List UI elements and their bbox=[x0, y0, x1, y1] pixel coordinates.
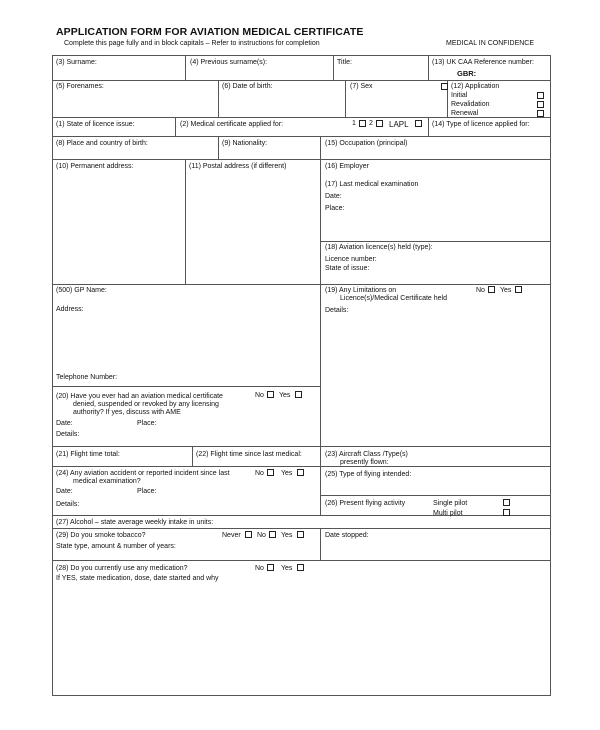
smoke-details-label: State type, amount & number of years: bbox=[56, 543, 176, 550]
smoke-never-checkbox[interactable] bbox=[245, 531, 252, 538]
renewal-label: Renewal bbox=[451, 110, 479, 117]
single-pilot-label: Single pilot bbox=[433, 500, 468, 507]
licence-type-label: (14) Type of licence applied for: bbox=[432, 121, 530, 128]
row-divider bbox=[52, 466, 551, 467]
smoke-label: (29) Do you smoke tobacco? bbox=[56, 532, 146, 539]
postal-address-label: (11) Postal address (if different) bbox=[189, 163, 287, 170]
place-of-birth-label: (8) Place and country of birth: bbox=[56, 140, 148, 147]
medication-no-label: No bbox=[255, 565, 264, 572]
column-divider bbox=[320, 528, 321, 560]
multi-pilot-label: Multi pilot bbox=[433, 510, 463, 517]
row-divider bbox=[52, 159, 551, 160]
row-divider bbox=[52, 386, 320, 387]
column-divider bbox=[320, 446, 321, 466]
q24-details-label: Details: bbox=[56, 501, 80, 508]
column-divider bbox=[185, 159, 186, 284]
alcohol-label: (27) Alcohol – state average weekly intake in units: bbox=[56, 519, 214, 526]
exam-place-label: Place: bbox=[325, 205, 345, 212]
gp-address-label: Address: bbox=[56, 306, 84, 313]
q20-no-checkbox[interactable] bbox=[267, 391, 274, 398]
flight-time-since-label: (22) Flight time since last medical: bbox=[196, 451, 302, 458]
medical-certificate-label: (2) Medical certificate applied for: bbox=[180, 121, 284, 128]
present-flying-label: (26) Present flying activity bbox=[325, 500, 406, 507]
application-label: (12) Application bbox=[451, 83, 500, 90]
medication-yes-checkbox[interactable] bbox=[297, 564, 304, 571]
column-divider bbox=[320, 466, 321, 515]
medication-yes-label: Yes bbox=[281, 565, 293, 572]
revalidation-label: Revalidation bbox=[451, 101, 490, 108]
row-divider bbox=[52, 80, 551, 81]
revalidation-checkbox[interactable] bbox=[537, 101, 544, 108]
last-exam-label: (17) Last medical examination bbox=[325, 181, 419, 188]
flying-intended-label: (25) Type of flying intended: bbox=[325, 471, 412, 478]
date-stopped-label: Date stopped: bbox=[325, 532, 369, 539]
sex-label: (7) Sex bbox=[350, 83, 373, 90]
row-divider bbox=[52, 528, 551, 529]
row-divider bbox=[52, 560, 551, 561]
telephone-label: Telephone Number: bbox=[56, 374, 118, 381]
surname-label: (3) Surname: bbox=[56, 59, 97, 66]
single-pilot-checkbox[interactable] bbox=[503, 499, 510, 506]
column-divider bbox=[333, 55, 334, 80]
confidential-label: MEDICAL IN CONFIDENCE bbox=[446, 40, 535, 47]
state-of-issue-label: State of issue: bbox=[325, 265, 370, 272]
limitations-label-2: Licence(s)/Medical Certificate held bbox=[340, 295, 447, 302]
column-divider bbox=[428, 117, 429, 136]
state-of-licence-label: (1) State of licence issue: bbox=[56, 121, 135, 128]
date-of-birth-label: (6) Date of birth: bbox=[222, 83, 273, 90]
initial-checkbox[interactable] bbox=[537, 92, 544, 99]
aircraft-class-label-2: presently flown: bbox=[340, 459, 389, 466]
form-title: APPLICATION FORM FOR AVIATION MEDICAL CERTIFICATE bbox=[56, 26, 364, 38]
form-instructions: Complete this page fully and in block capitals – Refer to instructions for completion bbox=[64, 40, 320, 47]
multi-pilot-checkbox[interactable] bbox=[503, 509, 510, 516]
q20-no-label: No bbox=[255, 392, 264, 399]
q24-no-label: No bbox=[255, 470, 264, 477]
q24-label-2: medical examination? bbox=[73, 478, 141, 485]
column-divider bbox=[320, 136, 321, 159]
column-divider bbox=[175, 117, 176, 136]
caa-reference-label: (13) UK CAA Reference number: bbox=[432, 59, 534, 66]
q20-yes-label: Yes bbox=[279, 392, 291, 399]
medication-no-checkbox[interactable] bbox=[267, 564, 274, 571]
limitations-yes-checkbox[interactable] bbox=[515, 286, 522, 293]
row-divider bbox=[52, 515, 551, 516]
smoke-never-label: Never bbox=[222, 532, 241, 539]
q24-label: (24) Any aviation accident or reported incident since last bbox=[56, 470, 230, 477]
class-2-label: 2 bbox=[369, 120, 373, 127]
column-divider bbox=[185, 55, 186, 80]
employer-label: (16) Employer bbox=[325, 163, 369, 170]
q24-yes-checkbox[interactable] bbox=[297, 469, 304, 476]
previous-surname-label: (4) Previous surname(s): bbox=[190, 59, 268, 66]
q24-no-checkbox[interactable] bbox=[267, 469, 274, 476]
row-divider bbox=[320, 241, 551, 242]
q20-label: (20) Have you ever had an aviation medical certificate bbox=[56, 393, 223, 400]
q20-yes-checkbox[interactable] bbox=[295, 391, 302, 398]
initial-label: Initial bbox=[451, 92, 468, 99]
column-divider bbox=[192, 446, 193, 466]
smoke-no-label: No bbox=[257, 532, 266, 539]
column-divider bbox=[218, 80, 219, 117]
limitations-yes-label: Yes bbox=[500, 287, 512, 294]
form-frame bbox=[52, 55, 551, 696]
class-1-label: 1 bbox=[352, 120, 356, 127]
permanent-address-label: (10) Permanent address: bbox=[56, 163, 134, 170]
sex-checkbox[interactable] bbox=[441, 83, 448, 90]
limitations-label: (19) Any Limitations on bbox=[325, 287, 397, 294]
licence-number-label: Licence number: bbox=[325, 256, 377, 263]
q20-details-label: Details: bbox=[56, 431, 80, 438]
limitations-no-label: No bbox=[476, 287, 485, 294]
q24-date-label: Date: bbox=[56, 488, 73, 495]
class-1-checkbox[interactable] bbox=[359, 120, 366, 127]
class-2-checkbox[interactable] bbox=[376, 120, 383, 127]
gp-name-label: (500) GP Name: bbox=[56, 287, 107, 294]
column-divider bbox=[320, 284, 321, 446]
column-divider bbox=[428, 55, 429, 80]
column-divider bbox=[345, 80, 346, 117]
medication-details-label: If YES, state medication, dose, date started and why bbox=[56, 575, 219, 582]
flight-time-total-label: (21) Flight time total: bbox=[56, 451, 120, 458]
row-divider bbox=[52, 136, 551, 137]
smoke-yes-checkbox[interactable] bbox=[297, 531, 304, 538]
lapl-checkbox[interactable] bbox=[415, 120, 422, 127]
column-divider bbox=[320, 159, 321, 284]
q20-place-label: Place: bbox=[137, 420, 157, 427]
forenames-label: (5) Forenames: bbox=[56, 83, 104, 90]
gbr-label: GBR: bbox=[457, 69, 477, 78]
limitations-details-label: Details: bbox=[325, 307, 349, 314]
lapl-label: LAPL bbox=[389, 120, 409, 129]
title-label: Title: bbox=[337, 59, 352, 66]
row-divider bbox=[52, 284, 551, 285]
renewal-checkbox[interactable] bbox=[537, 110, 544, 117]
row-divider bbox=[320, 495, 551, 496]
row-divider bbox=[52, 446, 551, 447]
medication-label: (28) Do you currently use any medication? bbox=[56, 565, 188, 572]
q20-label-2: denied, suspended or revoked by any licensing bbox=[73, 401, 219, 408]
exam-date-label: Date: bbox=[325, 193, 342, 200]
aviation-licence-label: (18) Aviation licence(s) held (type): bbox=[325, 244, 433, 251]
smoke-no-checkbox[interactable] bbox=[269, 531, 276, 538]
nationality-label: (9) Nationality: bbox=[222, 140, 268, 147]
column-divider bbox=[218, 136, 219, 159]
smoke-yes-label: Yes bbox=[281, 532, 293, 539]
q24-place-label: Place: bbox=[137, 488, 157, 495]
limitations-no-checkbox[interactable] bbox=[488, 286, 495, 293]
q20-date-label: Date: bbox=[56, 420, 73, 427]
q20-label-3: authority? If yes, discuss with AME bbox=[73, 409, 181, 416]
q24-yes-label: Yes bbox=[281, 470, 293, 477]
occupation-label: (15) Occupation (principal) bbox=[325, 140, 408, 147]
aircraft-class-label: (23) Aircraft Class /Type(s) bbox=[325, 451, 408, 458]
